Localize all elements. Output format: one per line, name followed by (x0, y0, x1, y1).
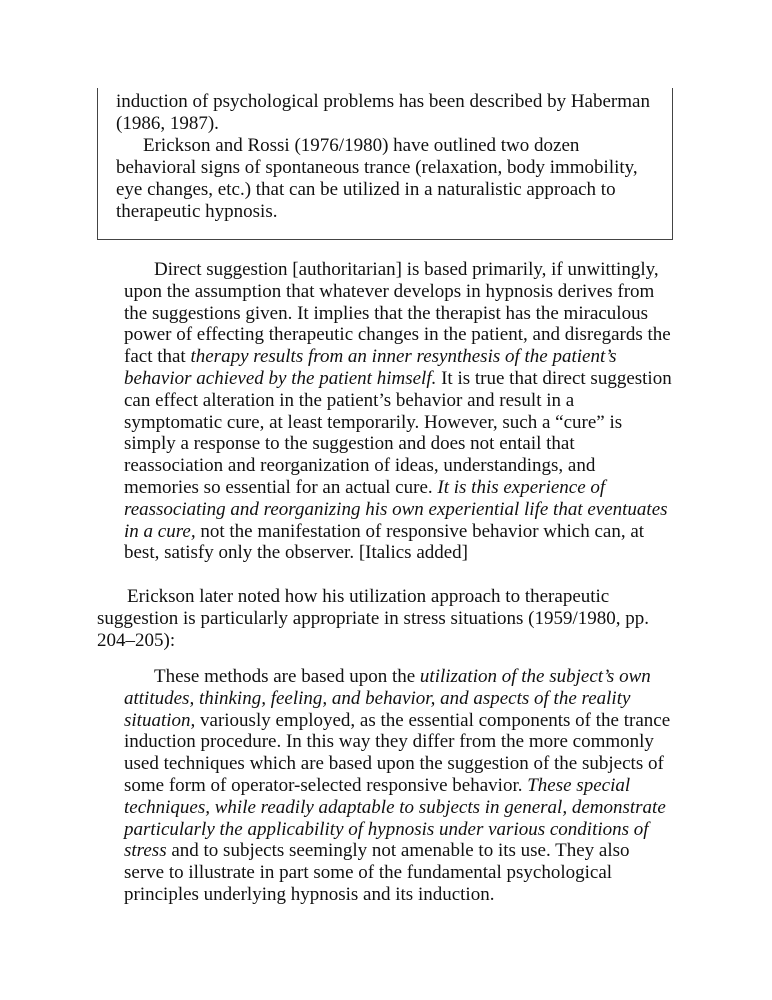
quote2-text-1: These methods are based upon the (154, 666, 420, 687)
quote2-text-2: variously employed, as the essential components of the trance induction procedure. In this way they differ from the more commonly used techniques which are based upon the suggestion of the subjects of some form of operator-selected responsive behavior. (124, 709, 671, 796)
quote1-italic-1: therapy results from an inner resynthesis of the patient’s behavior achieved by the patient himself. (124, 346, 617, 389)
block-quote-direct-suggestion (124, 259, 674, 564)
body-paragraph: Erickson later noted how his utilization approach to therapeutic suggestion is particularly appropriate in stress situations (1959/1980, pp. 204–205): (97, 586, 649, 651)
boxed-note-paragraph-1: induction of psychological problems has been described by Haberman (1986, 1987). (116, 91, 650, 134)
boxed-note-text (116, 91, 661, 223)
quote2-text-3: and to subjects seemingly not amenable to its use. They also serve to illustrate in part some of the fundamental psychological principles underlying hypnosis and its induction. (124, 840, 630, 905)
quote1-text-3: not the manifestation of responsive behavior which can, at best, satisfy only the observer. [Italics added] (124, 520, 645, 564)
quote1-text-2: It is true that direct suggestion can effect alteration in the patient’s behavior and result in a symptomatic cure, at least temporarily. However, such a “cure” is simply a response to the suggestion and does not entail that reassociation and reorganization of ideas, understandings, and memories so essential for an actual cure. (124, 367, 672, 498)
block-quote-utilization (124, 666, 674, 906)
quote2-italic-1: utilization of the subject’s own attitudes, thinking, feeling, and behavior, and aspects of the reality situation, (124, 666, 651, 731)
boxed-note (97, 88, 673, 240)
boxed-note-paragraph-2: Erickson and Rossi (1976/1980) have outlined two dozen behavioral signs of spontaneous trance (relaxation, body immobility, eye changes, etc.) that can be utilized in a naturalistic approach to therapeutic hypnosis. (116, 135, 638, 222)
quote2-italic-2: These special techniques, while readily adaptable to subjects in general, demonstrate particularly the applicability of hypnosis under various conditions of stress (124, 774, 666, 862)
quote1-italic-2: It is this experience of reassociating and reorganizing his own experiential life that eventuates in a cure, (124, 476, 668, 542)
quote1-text-1: Direct suggestion [authoritarian] is based primarily, if unwittingly, upon the assumption that whatever develops in hypnosis derives from the suggestions given. It implies that the therapist has the miraculous power of effecting therapeutic changes in the patient, and disregards the fact that (124, 259, 671, 368)
